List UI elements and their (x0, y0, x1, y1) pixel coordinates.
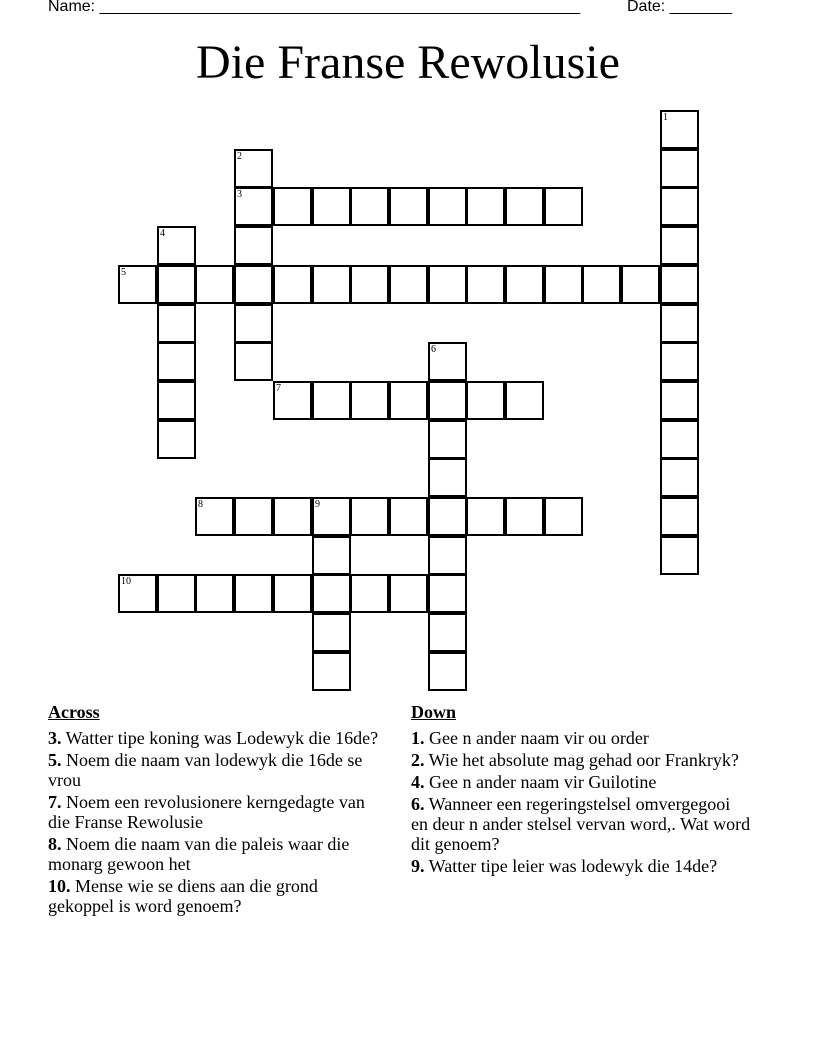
grid-cell[interactable] (505, 265, 544, 304)
grid-cell[interactable] (389, 497, 428, 536)
grid-cell[interactable] (157, 304, 196, 343)
grid-cell[interactable] (660, 381, 699, 420)
cell-number: 3 (237, 189, 242, 200)
grid-cell[interactable] (273, 187, 312, 226)
grid-cell[interactable] (428, 458, 467, 497)
clue-text: Watter tipe koning was Lodewyk die 16de? (61, 728, 379, 748)
cell-number: 6 (431, 344, 436, 355)
grid-cell[interactable] (350, 187, 389, 226)
grid-cell[interactable] (234, 226, 273, 265)
grid-cell[interactable] (660, 226, 699, 265)
grid-cell[interactable] (157, 342, 196, 381)
grid-cell[interactable] (273, 265, 312, 304)
grid-cell[interactable] (660, 420, 699, 459)
clue-text: Wie het absolute mag gehad oor Frankryk? (424, 750, 739, 770)
clue-number: 9. (411, 856, 425, 876)
clue-item (411, 772, 751, 792)
grid-cell[interactable] (312, 574, 351, 613)
grid-cell[interactable] (660, 110, 699, 149)
clue-item (48, 728, 388, 748)
grid-cell[interactable] (350, 497, 389, 536)
grid-cell[interactable] (312, 536, 351, 575)
grid-cell[interactable] (505, 187, 544, 226)
grid-cell[interactable] (195, 497, 234, 536)
clue-number: 3. (48, 728, 62, 748)
grid-cell[interactable] (312, 381, 351, 420)
clue-number: 8. (48, 834, 62, 854)
cell-number: 8 (198, 499, 203, 510)
clue-item (411, 794, 751, 854)
grid-cell[interactable] (234, 149, 273, 188)
clue-text: Noem een revolusionere kerngedagte van die Franse Rewolusie (48, 792, 365, 832)
grid-cell[interactable] (389, 574, 428, 613)
grid-cell[interactable] (544, 265, 583, 304)
grid-cell[interactable] (428, 574, 467, 613)
clue-text: Watter tipe leier was lodewyk die 14de? (424, 856, 718, 876)
grid-cell[interactable] (660, 342, 699, 381)
grid-cell[interactable] (660, 458, 699, 497)
grid-cell[interactable] (312, 187, 351, 226)
grid-cell[interactable] (312, 613, 351, 652)
across-clue-list (48, 728, 388, 916)
grid-cell[interactable] (466, 187, 505, 226)
grid-cell[interactable] (118, 265, 157, 304)
grid-cell[interactable] (660, 304, 699, 343)
grid-cell[interactable] (350, 381, 389, 420)
clue-text: Gee n ander naam vir ou order (424, 728, 649, 748)
grid-cell[interactable] (389, 265, 428, 304)
grid-cell[interactable] (157, 381, 196, 420)
grid-cell[interactable] (428, 652, 467, 691)
grid-cell[interactable] (312, 652, 351, 691)
clue-text: Gee n ander naam vir Guilotine (424, 772, 657, 792)
grid-cell[interactable] (350, 574, 389, 613)
grid-cell[interactable] (660, 187, 699, 226)
clue-number: 7. (48, 792, 62, 812)
clue-text: Mense wie se diens aan die grond gekoppel is word genoem? (48, 876, 318, 916)
clue-number: 5. (48, 750, 62, 770)
grid-cell[interactable] (273, 381, 312, 420)
grid-cell[interactable] (428, 536, 467, 575)
clue-number: 2. (411, 750, 425, 770)
grid-cell[interactable] (505, 497, 544, 536)
across-heading: Across (48, 702, 100, 722)
grid-cell[interactable] (544, 187, 583, 226)
grid-cell[interactable] (273, 497, 312, 536)
grid-cell[interactable] (544, 497, 583, 536)
cell-number: 1 (663, 112, 668, 123)
clue-number: 6. (411, 794, 425, 814)
clue-item (48, 750, 388, 790)
down-clues (411, 702, 751, 878)
grid-cell[interactable] (234, 187, 273, 226)
across-clues (48, 702, 388, 918)
grid-cell[interactable] (621, 265, 660, 304)
grid-cell[interactable] (157, 420, 196, 459)
grid-cell[interactable] (350, 265, 389, 304)
grid-cell[interactable] (428, 187, 467, 226)
clue-item (48, 876, 388, 916)
grid-cell[interactable] (157, 265, 196, 304)
cell-number: 5 (121, 267, 126, 278)
clue-item (48, 834, 388, 874)
grid-cell[interactable] (505, 381, 544, 420)
down-clue-list (411, 728, 751, 876)
clue-item (411, 728, 751, 748)
cell-number: 7 (276, 383, 281, 394)
grid-cell[interactable] (428, 381, 467, 420)
down-heading: Down (411, 702, 457, 722)
clue-item (48, 792, 388, 832)
grid-cell[interactable] (466, 265, 505, 304)
grid-cell[interactable] (195, 574, 234, 613)
clue-text: Noem die naam van lodewyk die 16de se vrou (48, 750, 363, 790)
cell-number: 2 (237, 151, 242, 162)
grid-cell[interactable] (660, 149, 699, 188)
date-field-label: Date: _______ (627, 0, 732, 15)
grid-cell[interactable] (273, 574, 312, 613)
page-title: Die Franse Rewolusie (196, 36, 620, 89)
grid-cell[interactable] (660, 497, 699, 536)
cell-number: 10 (121, 576, 131, 587)
clue-text: Wanneer een regeringstelsel omvergegooi en deur n ander stelsel vervan word,. Wat word dit genoem? (411, 794, 751, 854)
grid-cell[interactable] (389, 381, 428, 420)
grid-cell[interactable] (234, 497, 273, 536)
grid-cell[interactable] (234, 574, 273, 613)
clue-text: Noem die naam van die paleis waar die monarg gewoon het (48, 834, 350, 874)
clue-number: 10. (48, 876, 71, 896)
cell-number: 9 (315, 499, 320, 510)
grid-cell[interactable] (466, 381, 505, 420)
grid-cell[interactable] (466, 497, 505, 536)
grid-cell[interactable] (428, 342, 467, 381)
grid-cell[interactable] (234, 342, 273, 381)
grid-cell[interactable] (428, 497, 467, 536)
grid-cell[interactable] (660, 536, 699, 575)
grid-cell[interactable] (312, 265, 351, 304)
clue-number: 1. (411, 728, 425, 748)
name-field-label: Name: ______________________________________________________ (48, 0, 581, 15)
grid-cell[interactable] (660, 265, 699, 304)
grid-cell[interactable] (428, 420, 467, 459)
grid-cell[interactable] (428, 613, 467, 652)
cell-number: 4 (160, 228, 165, 239)
grid-cell[interactable] (157, 574, 196, 613)
grid-cell[interactable] (234, 265, 273, 304)
grid-cell[interactable] (195, 265, 234, 304)
grid-cell[interactable] (157, 226, 196, 265)
grid-cell[interactable] (118, 574, 157, 613)
grid-cell[interactable] (312, 497, 351, 536)
clue-item (411, 856, 751, 876)
grid-cell[interactable] (428, 265, 467, 304)
grid-cell[interactable] (582, 265, 621, 304)
clue-number: 4. (411, 772, 425, 792)
clue-item (411, 750, 751, 770)
grid-cell[interactable] (234, 304, 273, 343)
grid-cell[interactable] (389, 187, 428, 226)
